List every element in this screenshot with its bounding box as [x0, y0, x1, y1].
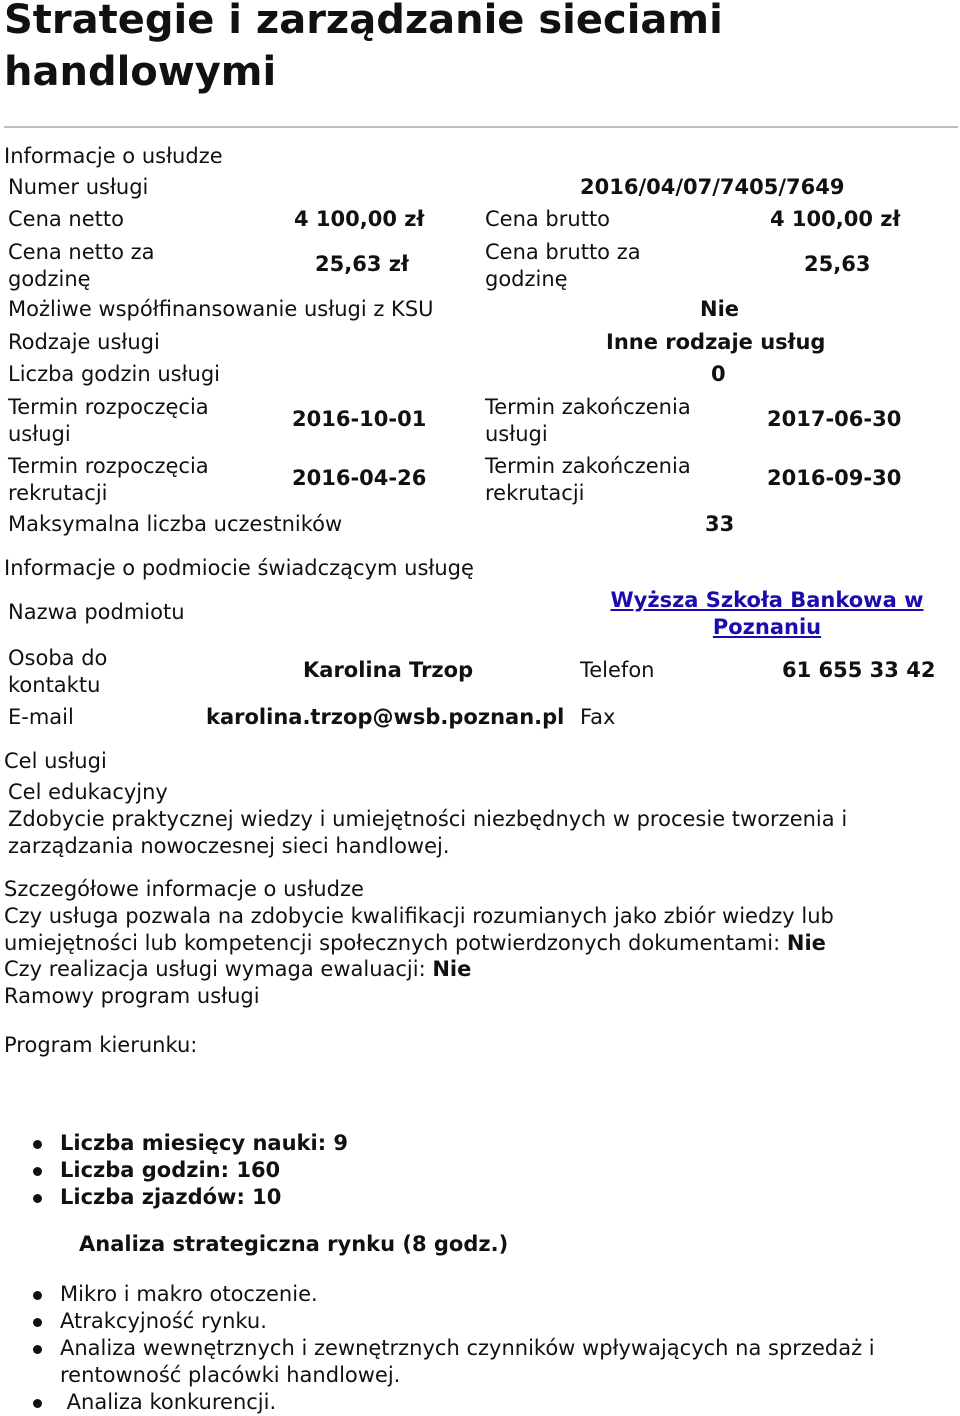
list-item: [0, 1130, 900, 1157]
service-info-heading: Informacje o usłudze: [4, 144, 223, 168]
bullet-icon: [33, 1318, 42, 1327]
phone-label: Telefon: [580, 658, 655, 682]
email-value: karolina.trzop@wsb.poznan.pl: [206, 705, 565, 729]
provider-name-cell: [596, 587, 938, 641]
service-number-value: 2016/04/07/7405/7649: [580, 175, 845, 199]
net-price-label: Cena netto: [8, 207, 124, 231]
provider-heading: Informacje o podmiocie świadczącym usługę: [4, 556, 474, 580]
recruitment-end-value: 2016-09-30: [767, 466, 902, 490]
goal-subheading: Cel edukacyjny: [8, 780, 168, 804]
service-types-value: Inne rodzaje usług: [606, 330, 826, 354]
net-hour-value: 25,63 zł: [315, 252, 409, 276]
gross-hour-value: 25,63: [804, 252, 871, 276]
title-divider: [4, 126, 958, 128]
recruitment-end-label: Termin zakończenia rekrutacji: [485, 454, 691, 505]
fax-label: Fax: [580, 705, 616, 729]
framework-heading: Ramowy program usługi: [4, 984, 260, 1008]
list-item: [0, 1389, 910, 1416]
bullet-icon: [33, 1167, 42, 1176]
topic-text: Analiza wewnętrznych i zewnętrznych czynników wpływających na sprzedaż i rentowność placówki handlowej.: [60, 1336, 875, 1387]
evaluation-question: [4, 957, 471, 981]
module-title: Analiza strategiczna rynku (8 godz.): [79, 1232, 509, 1256]
list-item: [0, 1281, 910, 1308]
bullet-icon: [33, 1194, 42, 1203]
service-types-label: Rodzaje usługi: [8, 330, 160, 354]
list-item: [0, 1184, 900, 1211]
evaluation-answer: Nie: [432, 957, 472, 981]
service-end-label: Termin zakończenia usługi: [485, 395, 691, 446]
list-item: [0, 1157, 900, 1184]
provider-name-label: Nazwa podmiotu: [8, 600, 185, 624]
ksu-label: Możliwe współfinansowanie usługi z KSU: [8, 297, 434, 321]
stat-hours: Liczba godzin: 160: [60, 1158, 281, 1182]
evaluation-question-text: Czy realizacja usługi wymaga ewaluacji:: [4, 957, 426, 981]
service-hours-value: 0: [711, 362, 726, 386]
service-end-value: 2017-06-30: [767, 407, 902, 431]
contact-person-label: Osoba do kontaktu: [8, 646, 108, 697]
page-title: Strategie i zarządzanie sieciami handlowymi: [4, 0, 723, 95]
service-hours-label: Liczba godzin usługi: [8, 362, 221, 386]
qualification-answer: Nie: [786, 931, 826, 955]
topic-text: Analiza konkurencji.: [60, 1390, 277, 1414]
details-heading: Szczegółowe informacje o usłudze: [4, 877, 364, 901]
list-item: [0, 1308, 910, 1335]
gross-hour-label: Cena brutto za godzinę: [485, 240, 641, 291]
program-stats-list: [0, 1130, 900, 1211]
email-label: E-mail: [8, 705, 74, 729]
max-participants-label: Maksymalna liczba uczestników: [8, 512, 343, 536]
bullet-icon: [33, 1345, 42, 1354]
gross-price-label: Cena brutto: [485, 207, 611, 231]
list-item: [0, 1335, 910, 1389]
qualification-question-text: Czy usługa pozwala na zdobycie kwalifikacji rozumianych jako zbiór wiedzy lub umiejętności lub kompetencji społecznych potwierdzonych dokumentami:: [4, 904, 834, 955]
qualification-question: [4, 903, 904, 957]
recruitment-start-label: Termin rozpoczęcia rekrutacji: [8, 454, 209, 505]
ksu-value: Nie: [700, 297, 740, 321]
program-heading: Program kierunku:: [4, 1033, 198, 1057]
module-topics-list: [0, 1281, 910, 1416]
bullet-icon: [33, 1399, 42, 1408]
goal-heading: Cel usługi: [4, 749, 107, 773]
max-participants-value: 33: [705, 512, 735, 536]
gross-price-value: 4 100,00 zł: [770, 207, 901, 231]
service-start-label: Termin rozpoczęcia usługi: [8, 395, 209, 446]
topic-text: Atrakcyjność rynku.: [60, 1309, 267, 1333]
stat-months: Liczba miesięcy nauki: 9: [60, 1131, 349, 1155]
bullet-icon: [33, 1291, 42, 1300]
net-hour-label: Cena netto za godzinę: [8, 240, 155, 291]
net-price-value: 4 100,00 zł: [294, 207, 425, 231]
topic-text: Mikro i makro otoczenie.: [60, 1282, 318, 1306]
service-number-label: Numer usługi: [8, 175, 149, 199]
contact-person-value: Karolina Trzop: [303, 658, 474, 682]
recruitment-start-value: 2016-04-26: [292, 466, 427, 490]
phone-value: 61 655 33 42: [782, 658, 936, 682]
service-start-value: 2016-10-01: [292, 407, 427, 431]
goal-text: Zdobycie praktycznej wiedzy i umiejętności niezbędnych w procesie tworzenia i zarządzania nowoczesnej sieci handlowej.: [8, 807, 848, 858]
stat-meetings: Liczba zjazdów: 10: [60, 1185, 282, 1209]
bullet-icon: [33, 1140, 42, 1149]
provider-name-link[interactable]: Wyższa Szkoła Bankowa w Poznaniu: [610, 588, 924, 639]
